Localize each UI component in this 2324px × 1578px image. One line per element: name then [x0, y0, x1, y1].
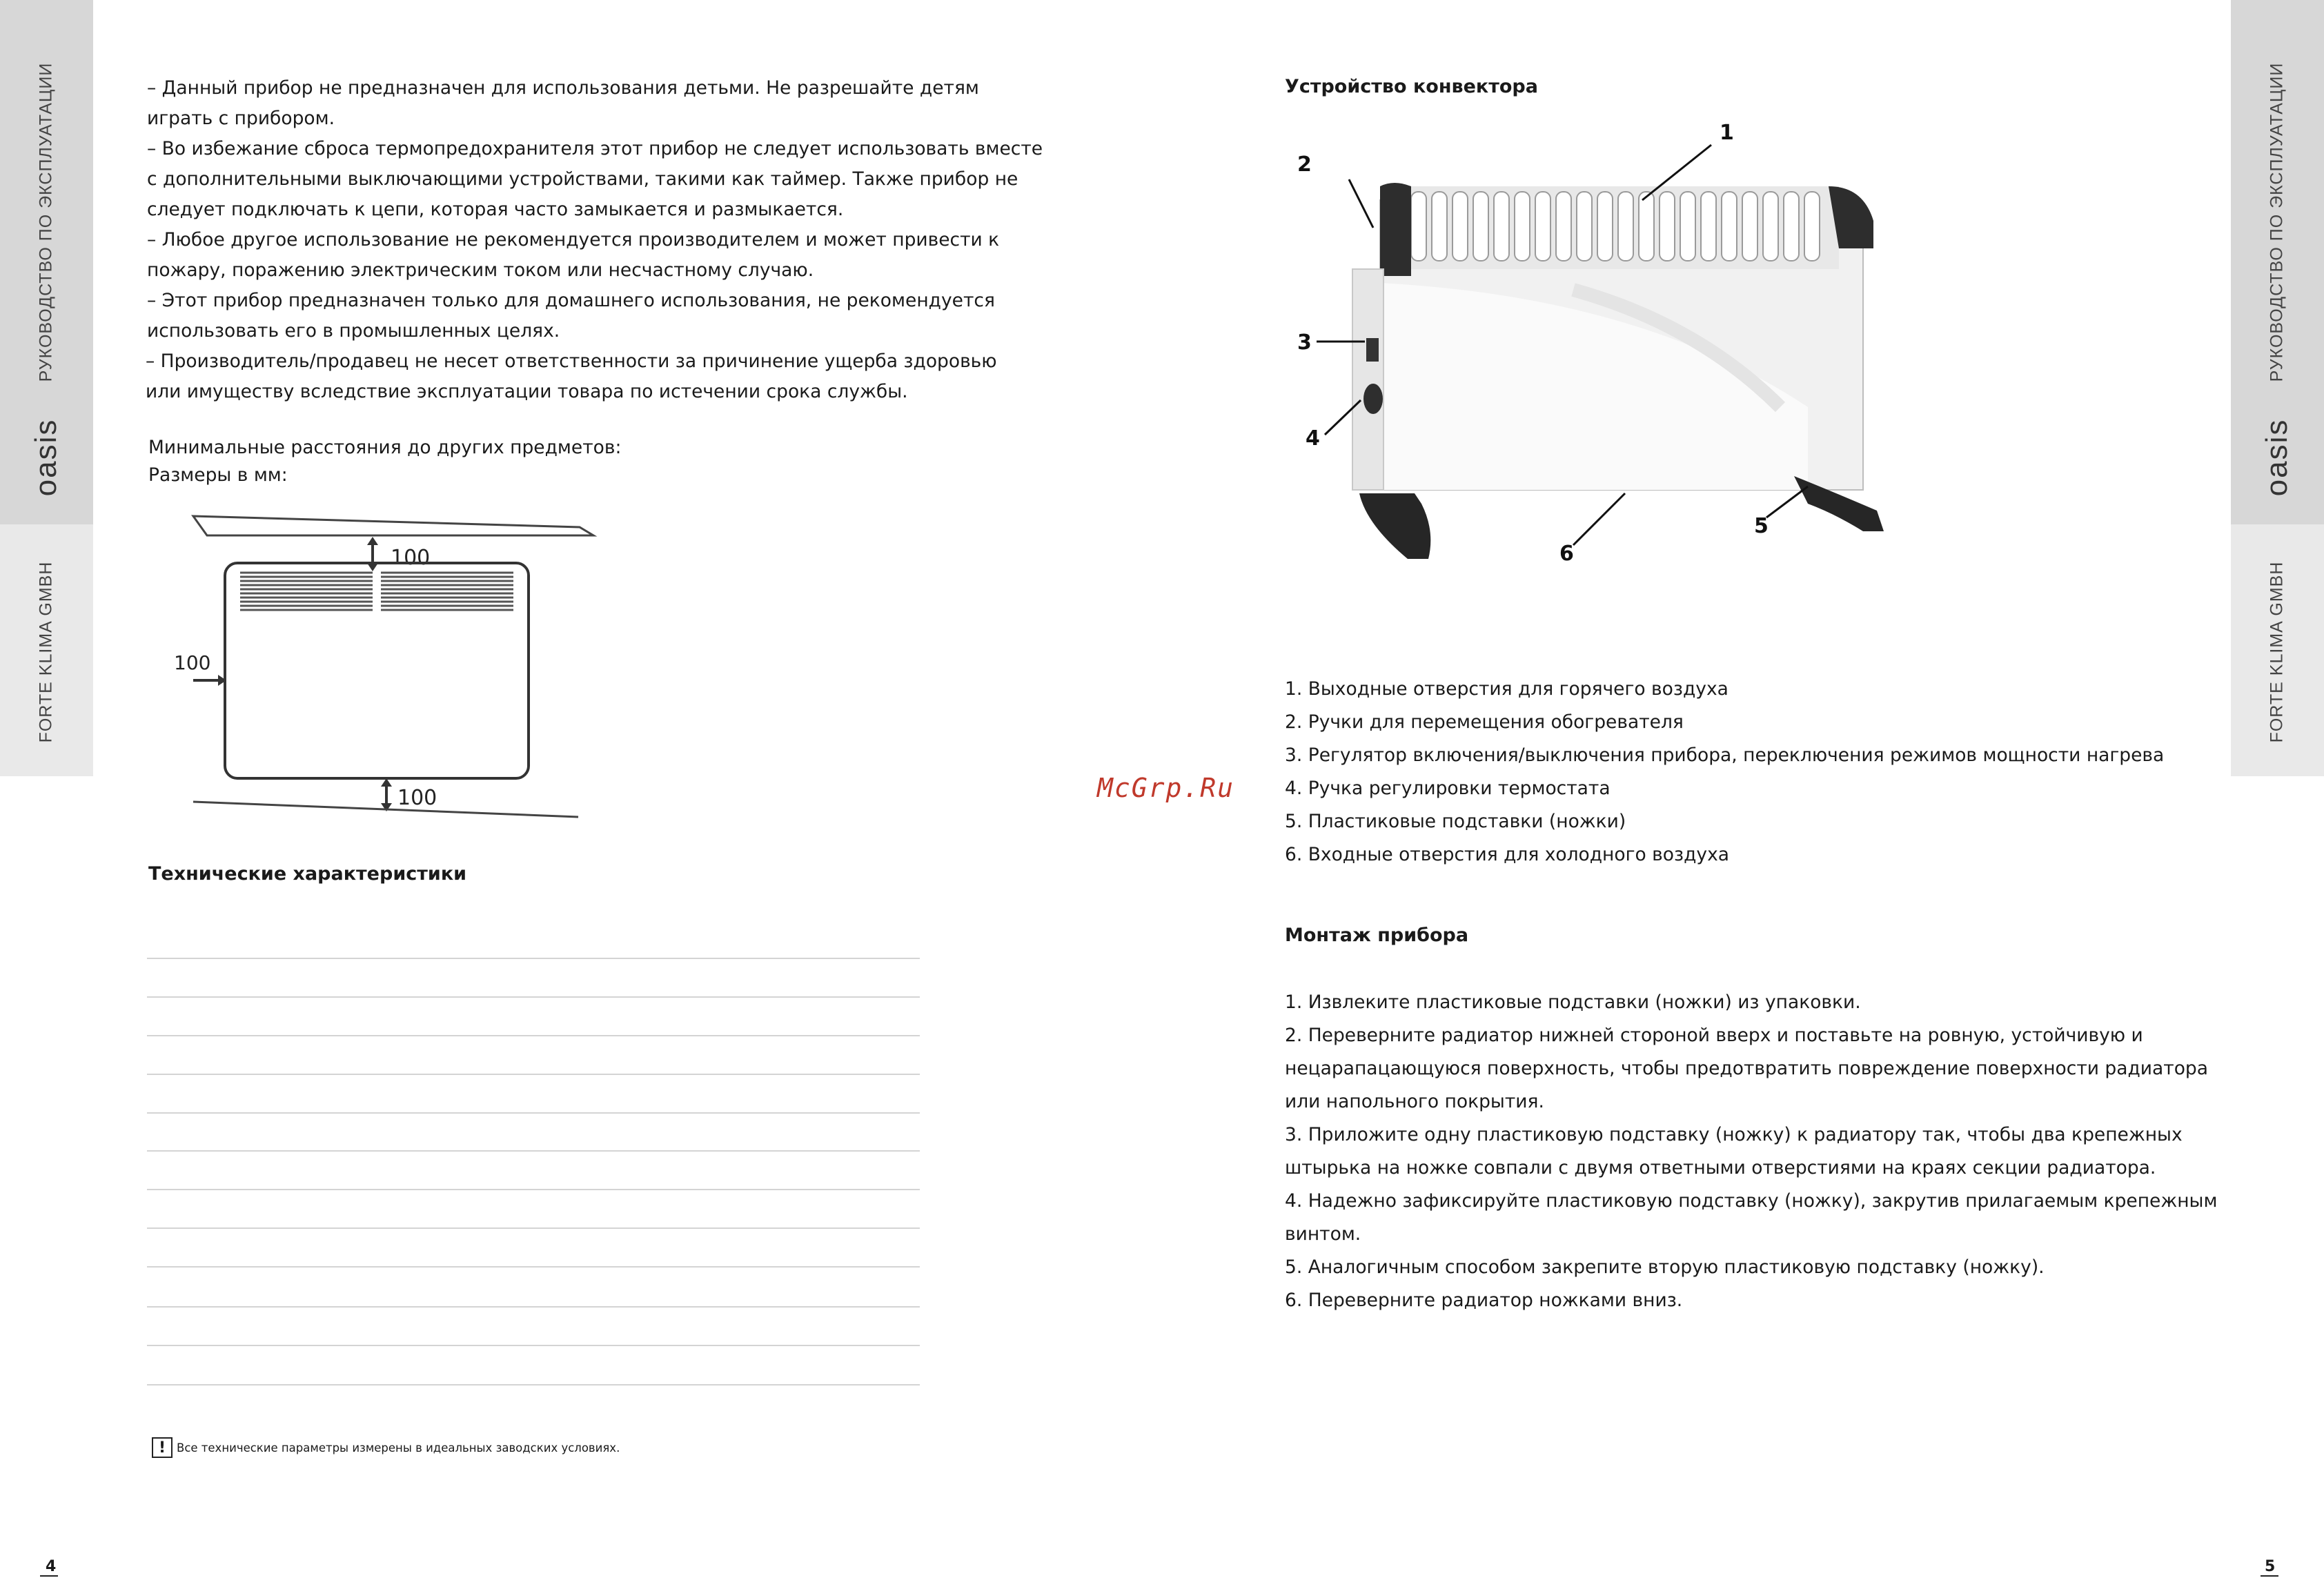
- warning-line: с дополнительными выключающими устройствами, такими как таймер. Также прибор не: [147, 168, 1018, 190]
- mount-step: 6. Переверните радиатор ножками вниз.: [1285, 1290, 1683, 1311]
- bottom-clearance-label: 100: [397, 786, 437, 810]
- tech-specs-title: Технические характеристики: [148, 863, 467, 885]
- warning-line: – Во избежание сброса термопредохранителя этот прибор не следует использовать вместе: [147, 138, 1043, 159]
- right-side-band: [2231, 0, 2324, 776]
- clearance-diagram: [166, 504, 621, 828]
- right-side-brand-logo: oasis: [2260, 418, 2294, 497]
- spec-row-rule: [147, 1384, 920, 1385]
- left-side-manual-label: РУКОВОДСТВО ПО ЭКСПЛУАТАЦИИ: [36, 62, 56, 382]
- part-item: 5. Пластиковые подставки (ножки): [1285, 811, 1626, 832]
- mount-step: 4. Надежно зафиксируйте пластиковую подставку (ножку), закрутив прилагаемым крепежным: [1285, 1190, 2218, 1212]
- mount-step: 3. Приложите одну пластиковую подставку (ножку) к радиатору так, чтобы два крепежных: [1285, 1124, 2183, 1145]
- distances-units: Размеры в мм:: [148, 464, 288, 486]
- spec-row-rule: [147, 1189, 920, 1190]
- top-clearance-label: 100: [391, 546, 431, 570]
- spec-row-rule: [147, 996, 920, 998]
- part-item: 1. Выходные отверстия для горячего воздуха: [1285, 678, 1729, 700]
- device-title: Устройство конвектора: [1285, 76, 1538, 97]
- page-number-left: 4: [46, 1558, 57, 1575]
- mount-step: или напольного покрытия.: [1285, 1091, 1544, 1112]
- spec-row-rule: [147, 1074, 920, 1075]
- page-number-right: 5: [2265, 1558, 2276, 1575]
- callout-6: 6: [1559, 542, 1574, 566]
- warning-line: или имуществу вследствие эксплуатации товара по истечении срока службы.: [146, 381, 908, 402]
- warning-line: пожару, поражению электрическим током или несчастному случаю.: [147, 259, 814, 281]
- watermark: McGrp.Ru: [1097, 773, 1235, 803]
- page-number-underline: [40, 1575, 58, 1577]
- footnote-text: Все технические параметры измерены в идеальных заводских условиях.: [177, 1441, 620, 1454]
- warning-line: играть с прибором.: [147, 108, 335, 129]
- mount-title: Монтаж прибора: [1285, 925, 1469, 946]
- part-item: 6. Входные отверстия для холодного воздуха: [1285, 844, 1730, 865]
- spec-row-rule: [147, 1306, 920, 1308]
- mount-step: 2. Переверните радиатор нижней стороной вверх и поставьте на ровную, устойчивую и: [1285, 1025, 2143, 1046]
- side-clearance-label: 100: [174, 651, 211, 674]
- mount-step: винтом.: [1285, 1223, 1361, 1245]
- warning-icon: !: [152, 1437, 173, 1458]
- warning-line: – Этот прибор предназначен только для домашнего использования, не рекомендуется: [147, 290, 995, 311]
- mount-step: штырька на ножке совпали с двумя ответными отверстиями на краях секции радиатора.: [1285, 1157, 2156, 1178]
- warning-line: использовать его в промышленных целях.: [147, 320, 560, 342]
- left-side-brand-logo: oasis: [29, 418, 63, 497]
- warning-line: следует подключать к цепи, которая часто замыкается и размыкается.: [147, 199, 844, 220]
- spec-row-rule: [147, 1150, 920, 1152]
- part-item: 4. Ручка регулировки термостата: [1285, 778, 1611, 799]
- spec-row-rule: [147, 1035, 920, 1036]
- mount-step: 5. Аналогичным способом закрепите вторую пластиковую подставку (ножку).: [1285, 1256, 2045, 1278]
- spec-row-rule: [147, 1112, 920, 1114]
- callout-2: 2: [1297, 152, 1312, 177]
- part-item: 2. Ручки для перемещения обогревателя: [1285, 711, 1684, 733]
- right-side-manual-label: РУКОВОДСТВО ПО ЭКСПЛУАТАЦИИ: [2267, 62, 2287, 382]
- part-item: 3. Регулятор включения/выключения прибора, переключения режимов мощности нагрева: [1285, 744, 2165, 766]
- spec-row-rule: [147, 1227, 920, 1229]
- callout-4: 4: [1306, 426, 1320, 451]
- left-side-band: [0, 0, 93, 776]
- spec-row-rule: [147, 1266, 920, 1268]
- warning-line: – Любое другое использование не рекомендуется производителем и может привести к: [147, 229, 1000, 250]
- spec-row-rule: [147, 1345, 920, 1346]
- callout-5: 5: [1754, 514, 1769, 538]
- page-number-underline: [2261, 1575, 2278, 1577]
- callout-3: 3: [1297, 331, 1312, 355]
- warning-line: – Данный прибор не предназначен для использования детьми. Не разрешайте детям: [147, 77, 979, 99]
- convector-illustration: [1283, 117, 1904, 586]
- footnote: [152, 1437, 620, 1458]
- right-side-company-label: FORTE KLIMA GMBH: [2267, 561, 2287, 743]
- warning-line: – Производитель/продавец не несет ответственности за причинение ущерба здоровью: [146, 351, 997, 372]
- mount-step: 1. Извлеките пластиковые подставки (ножки) из упаковки.: [1285, 992, 1861, 1013]
- spec-row-rule: [147, 958, 920, 959]
- callout-1: 1: [1720, 121, 1734, 145]
- mount-step: нецарапацающуюся поверхность, чтобы предотвратить повреждение поверхности радиатора: [1285, 1058, 2208, 1079]
- left-side-company-label: FORTE KLIMA GMBH: [36, 561, 56, 743]
- distances-title: Минимальные расстояния до других предметов:: [148, 437, 622, 458]
